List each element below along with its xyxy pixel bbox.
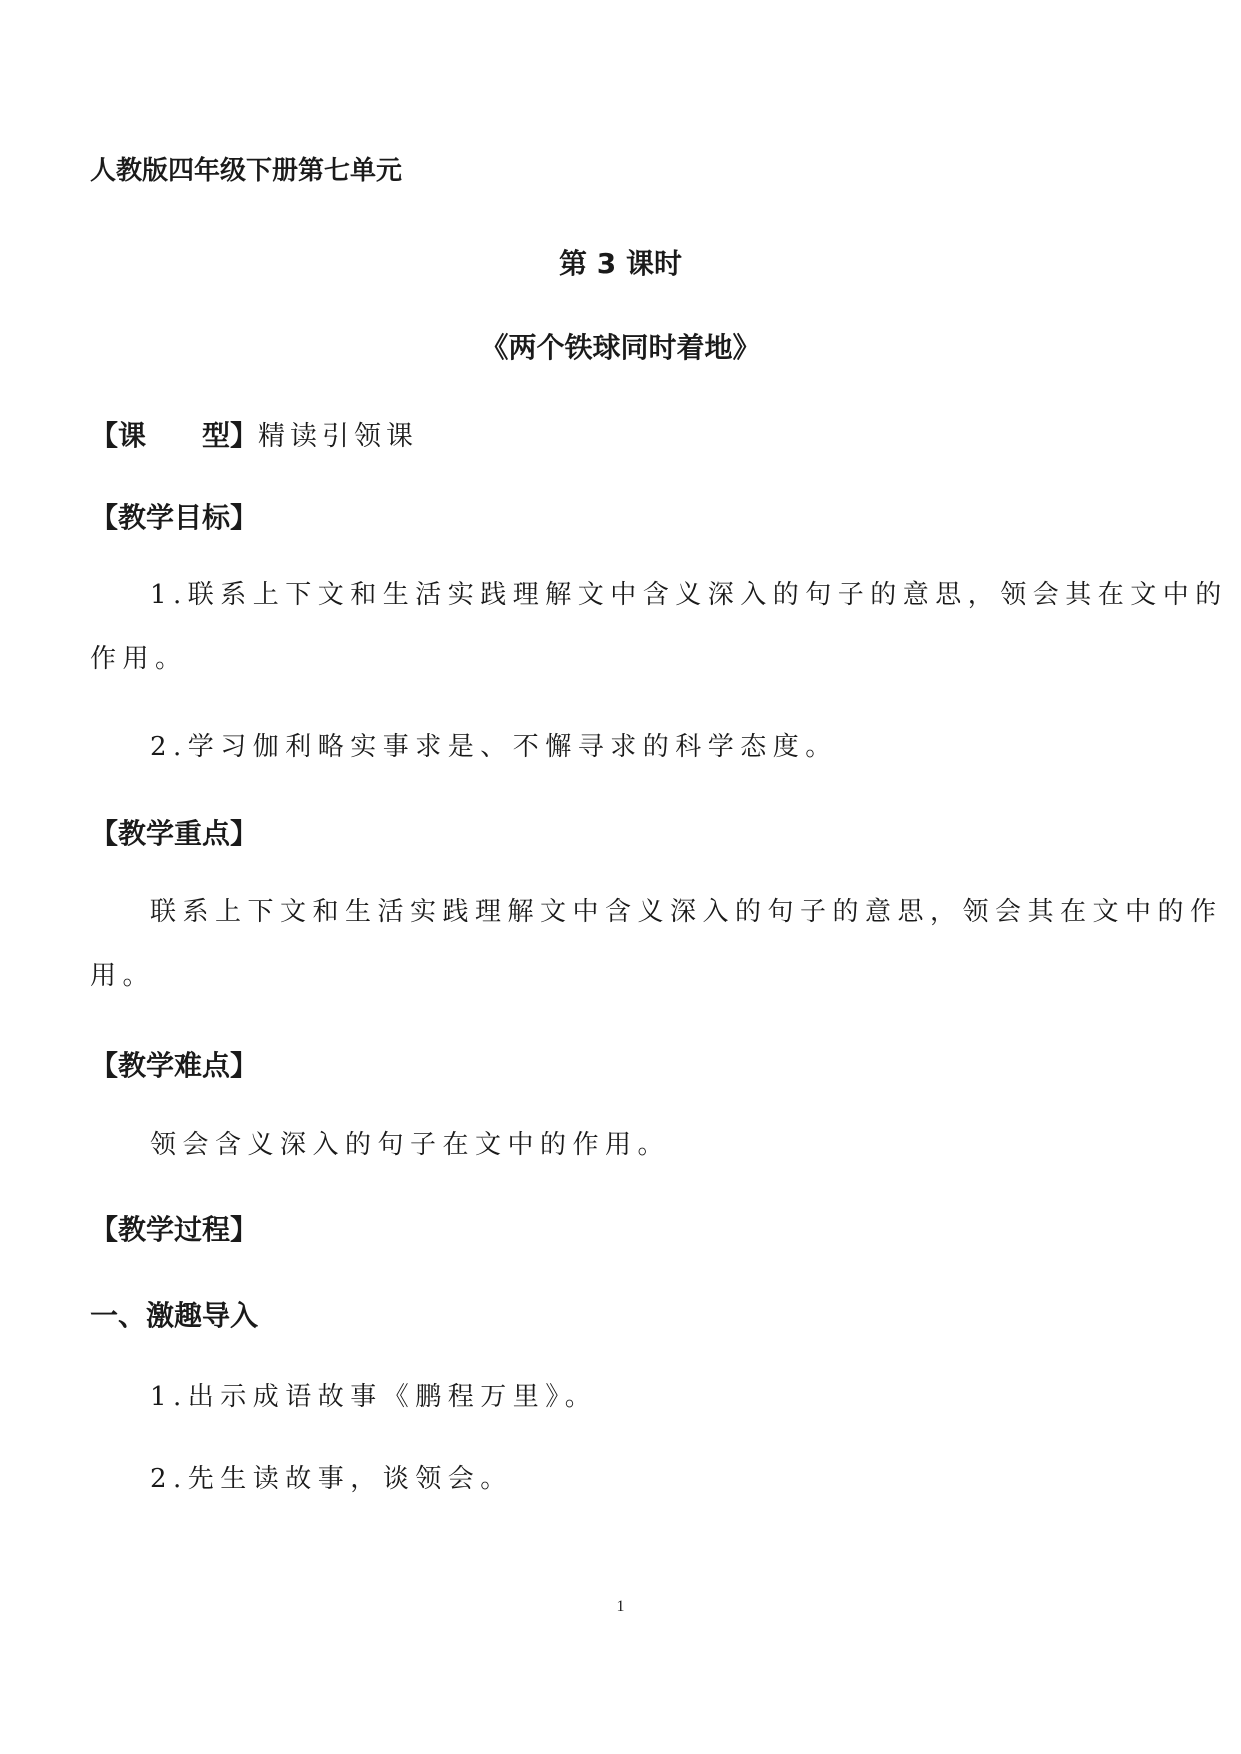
page-number: 1 — [616, 1598, 625, 1615]
objective-2: 2.学习伽利略实事求是、不懈寻求的科学态度。 — [150, 732, 838, 762]
difficulties-text: 领会含义深入的句子在文中的作用。 — [150, 1130, 671, 1160]
key-points-line-1: 联系上下文和生活实践理解文中含义深入的句子的意思，领会其在文中的作 — [150, 897, 1223, 927]
unit-header: 人教版四年级下册第七单元 — [90, 156, 403, 186]
section-1-heading: 一、激趣导入 — [90, 1299, 259, 1332]
objectives-heading: 【教学目标】 — [90, 501, 259, 534]
process-step-1: 1.出示成语故事《鹏程万里》。 — [150, 1382, 598, 1412]
lesson-title: 《两个铁球同时着地》 — [480, 331, 761, 364]
lesson-type — [90, 414, 418, 454]
lesson-type-label-close: 型】 — [202, 419, 259, 452]
key-points-heading: 【教学重点】 — [90, 817, 259, 850]
objective-1-line-2: 作用。 — [90, 644, 188, 674]
lesson-number: 第 3 课时 — [559, 247, 682, 280]
process-heading: 【教学过程】 — [90, 1213, 259, 1246]
difficulties-heading: 【教学难点】 — [90, 1049, 259, 1082]
process-step-2: 2.先生读故事，谈领会。 — [150, 1464, 513, 1494]
objective-1-line-1: 1.联系上下文和生活实践理解文中含义深入的句子的意思，领会其在文中的 — [150, 580, 1228, 610]
lesson-type-label-open: 【课 — [90, 419, 147, 452]
key-points-line-2: 用。 — [90, 961, 156, 991]
lesson-type-value: 精读引领课 — [258, 421, 419, 452]
